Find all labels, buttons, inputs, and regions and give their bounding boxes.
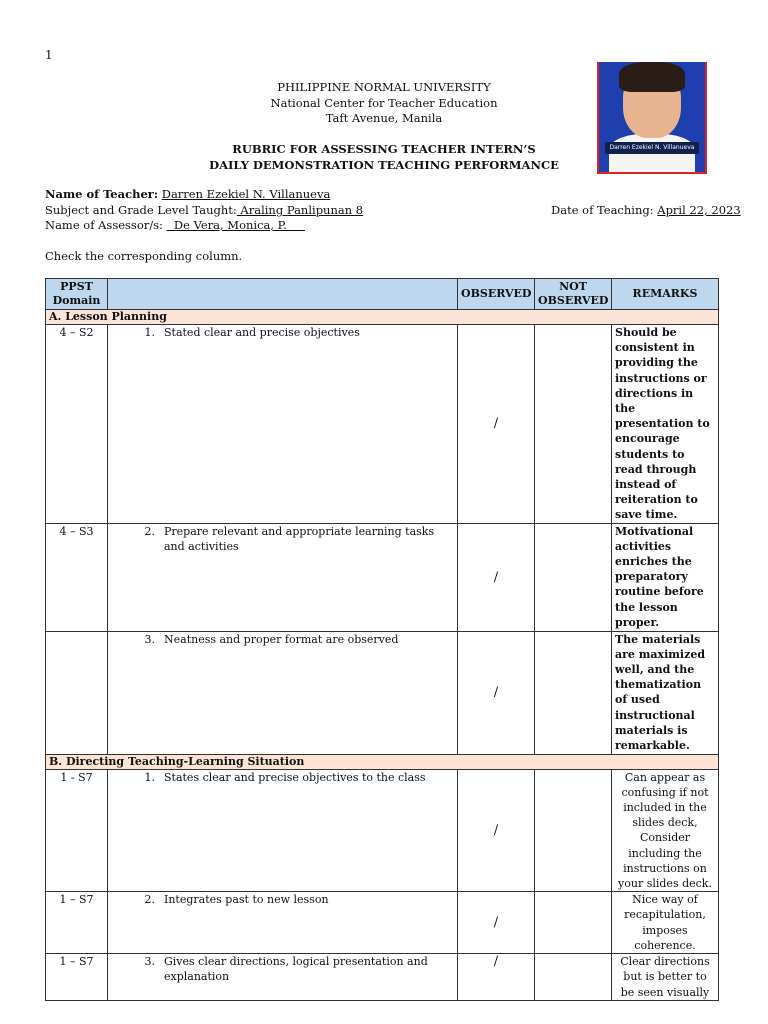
observed-cell[interactable]: / — [458, 892, 535, 954]
table-row — [46, 631, 719, 754]
observed-cell[interactable]: / — [458, 769, 535, 892]
remarks-cell: Can appear as confusing if not included in the slides deck, Consider including the instructions on your slides deck. — [612, 769, 719, 892]
indicator-text: Integrates past to new lesson — [164, 893, 329, 907]
date-value: April 22, 2023 — [657, 203, 741, 217]
header-not-observed: NOT OBSERVED — [535, 279, 612, 310]
observed-cell[interactable]: / — [458, 523, 535, 631]
teacher-label: Name of Teacher: — [45, 187, 159, 201]
photo-caption: Darren Ezekiel N. Villanueva — [605, 142, 699, 154]
indicator-cell — [108, 954, 458, 1001]
section-row — [46, 310, 719, 325]
domain-cell: 1 – S7 — [46, 892, 108, 954]
table-row — [46, 892, 719, 954]
assessor-value: De Vera, Monica, P. — [166, 218, 306, 232]
instruction-text: Check the corresponding column. — [45, 249, 243, 263]
indicator-cell — [108, 325, 458, 524]
photo-hair — [619, 62, 685, 92]
domain-cell: 1 – S7 — [46, 954, 108, 1001]
center-name: National Center for Teacher Education — [270, 95, 498, 110]
remarks-cell: Clear directions but is better to be seen visually — [612, 954, 719, 1001]
observed-cell[interactable]: / — [458, 954, 535, 1001]
remarks-cell: The materials are maximized well, and the thematization of used instructional materials is remarkable. — [612, 631, 719, 754]
indicator-cell — [108, 631, 458, 754]
date-label: Date of Teaching: — [551, 203, 654, 217]
domain-cell: 4 – S3 — [46, 523, 108, 631]
remarks-cell: Should be consistent in providing the instructions or directions in the presentation to encourage students to read through instead of reiteration to save time. — [612, 325, 719, 524]
subject-label: Subject and Grade Level Taught: — [45, 203, 237, 217]
section-title: B. Directing Teaching-Learning Situation — [46, 754, 719, 769]
remarks-cell: Motivational activities enriches the preparatory routine before the lesson proper. — [612, 523, 719, 631]
indicator-cell — [108, 769, 458, 892]
section-row — [46, 754, 719, 769]
observed-cell[interactable]: / — [458, 631, 535, 754]
indicator-text: Stated clear and precise objectives — [164, 326, 360, 339]
address: Taft Avenue, Manila — [325, 111, 443, 125]
not-observed-cell[interactable] — [535, 954, 612, 1001]
title-line-2: DAILY DEMONSTRATION TEACHING PERFORMANCE — [209, 158, 559, 172]
subject-line — [45, 203, 363, 218]
indicator-number: 3. — [144, 955, 155, 969]
remarks-cell: Nice way of recapitulation, imposes coherence. — [612, 892, 719, 954]
indicator-number: 1. — [144, 326, 155, 339]
date-line — [551, 203, 741, 217]
not-observed-cell[interactable] — [535, 523, 612, 631]
table-header-row — [46, 279, 719, 310]
assessor-label: Name of Assessor/s: — [45, 218, 163, 232]
page-number: 1 — [45, 48, 53, 62]
table-row — [46, 769, 719, 892]
indicator-number: 2. — [144, 524, 155, 538]
not-observed-cell[interactable] — [535, 892, 612, 954]
indicator-text: States clear and precise objectives to the class — [164, 770, 426, 784]
indicator-cell — [108, 523, 458, 631]
section-title: A. Lesson Planning — [46, 310, 719, 325]
observed-cell[interactable]: / — [458, 325, 535, 524]
not-observed-cell[interactable] — [535, 769, 612, 892]
table-row — [46, 523, 719, 631]
table-row — [46, 325, 719, 524]
not-observed-cell[interactable] — [535, 631, 612, 754]
teacher-photo — [597, 62, 707, 174]
indicator-number: 2. — [144, 893, 155, 907]
indicator-cell — [108, 892, 458, 954]
title-line-1: RUBRIC FOR ASSESSING TEACHER INTERN’S — [232, 142, 536, 156]
header-domain: PPST Domain — [46, 279, 108, 310]
indicator-text: Neatness and proper format are observed — [164, 632, 399, 646]
university-name: PHILIPPINE NORMAL UNIVERSITY — [277, 80, 491, 94]
indicator-number: 1. — [144, 770, 155, 784]
domain-cell — [46, 631, 108, 754]
rubric-table — [45, 278, 719, 1001]
header-indicator — [108, 279, 458, 310]
indicator-text: Gives clear directions, logical presentation and explanation — [164, 955, 428, 984]
table-row — [46, 954, 719, 1001]
teacher-name-line — [45, 187, 330, 202]
teacher-value: Darren Ezekiel N. Villanueva — [161, 187, 331, 201]
header-remarks: REMARKS — [612, 279, 719, 310]
indicator-text: Prepare relevant and appropriate learning tasks and activities — [164, 524, 435, 553]
domain-cell: 1 - S7 — [46, 769, 108, 892]
assessor-line — [45, 218, 305, 233]
subject-value: Araling Panlipunan 8 — [236, 203, 364, 217]
domain-cell: 4 – S2 — [46, 325, 108, 524]
indicator-number: 3. — [144, 632, 155, 646]
header-observed: OBSERVED — [458, 279, 535, 310]
photo-shirt — [609, 134, 695, 174]
not-observed-cell[interactable] — [535, 325, 612, 524]
